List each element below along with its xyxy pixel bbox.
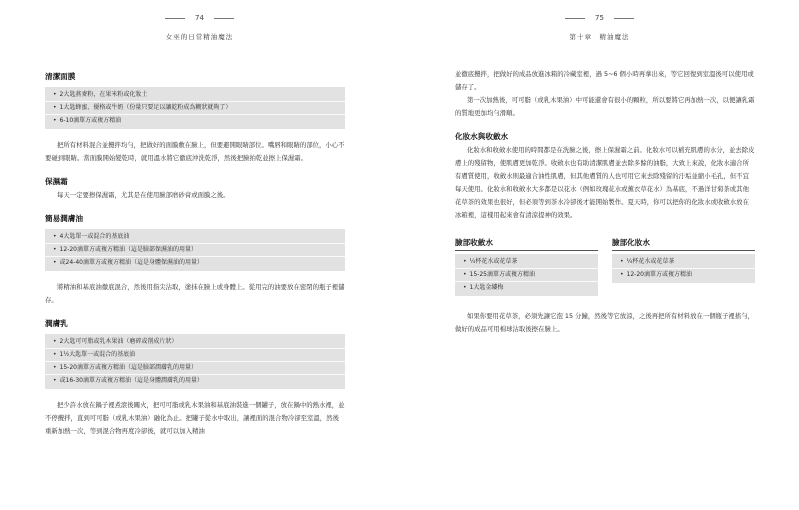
ingredient-item: • 1大匙蜂蜜、優格或牛奶（份量只要足以讓乾粉成為糊狀就夠了） xyxy=(45,102,345,115)
paragraph: 把少許水放在鍋子裡煮滾後關火，把可可脂或乳木果油和基底油裝進一個罐子，放在鍋中的熱水裡，並不停攪拌，直到可可脂（或乳木果油）融化為止。把罐子從水中取出，讓裡面的混合物冷卻至室溫，然後重新加熱一次，等到混合物再度冷卻後，就可以加入精油 xyxy=(45,401,345,435)
paragraph: 並徹底攪拌，把做好的成品放進冰箱的冷藏室裡，過 5~6 個小時再拿出來，等它回復到室溫後可以使用或儲存了。 xyxy=(455,70,754,91)
ingredient-item: • 4大匙單一或混合的基底油 xyxy=(45,231,345,244)
section-heading: 清潔面膜 xyxy=(45,72,76,81)
paragraph: 化妝水和收斂水使用的時間都是在洗臉之後，擦上保濕霜之前。化妝水可以補充肌膚的水分，並去除皮膚上的殘留物，使肌膚更加乾淨。收斂水也有助清潔肌膚並去除多餘的油脂，大致上來說，化妝水適合所有膚質使用，收斂水則最適合油性肌膚，但其他膚質的人也可用它來去除殘留的汙垢並縮小毛孔，但不宜每天使用。化妝水和收斂水大多都是以花水（例如玫瑰花水或薰衣草花水）為基底，不過洋甘菊茶或其他花草茶的效果也很好，但必須等到茶水冷卻後才能開始製作。夏天時，你可以把你的化妝水或收斂水放在冰箱裡，這樣用起來會有清涼提神的效果。 xyxy=(455,146,755,219)
ingredient-item: • 6-10滴單方或複方精油 xyxy=(45,115,345,127)
paragraph: 如果你要用花草茶，必須先讓它泡 15 分鐘，然後等它放涼，之後再把所有材料放在一個瓶子裡搖勻，做好的成品可用棉球沾取後擦在臉上。 xyxy=(455,312,754,333)
ingredient-item: • 或24-40滴單方或複方精油（這是身體保濕油的用量） xyxy=(45,257,345,269)
section-heading: 簡易潤膚油 xyxy=(45,214,83,223)
header-rule xyxy=(214,18,234,19)
section-heading: 化妝水與收斂水 xyxy=(455,132,509,141)
paragraph: 將精油和基底油徹底混合，然後用指尖沾取，塗抹在臉上或身體上。從用完的油要放在密閉的瓶子裡儲存。 xyxy=(45,283,345,304)
header-rule xyxy=(614,18,634,19)
ingredient-item: • 12-20滴單方或複方精油（這是臉部保濕油的用量） xyxy=(45,244,345,257)
ingredient-item: • 2大匙燕麥粉，在果米粉或化妝土 xyxy=(45,89,345,102)
ingredient-item: • ¼杯花水或花草茶 xyxy=(455,256,598,269)
ingredient-box xyxy=(45,229,345,271)
left-page xyxy=(0,0,399,510)
ingredient-item: • 2大匙可可脂或乳木果油（磨碎或削成片狀） xyxy=(45,336,345,349)
right-page xyxy=(400,0,799,510)
ingredient-box xyxy=(612,254,755,283)
ingredient-item: • 12-20滴單方或複方精油 xyxy=(612,269,755,281)
left-running-title: 女巫的日常精油魔法 xyxy=(165,33,234,41)
paragraph: 第一次加熱後，可可脂（或乳木果油）中可能還會有很小的顆粒，所以要將它再加熱一次，以便讓乳霜的質地更加均勻滑順。 xyxy=(455,96,755,117)
right-content xyxy=(455,68,755,336)
astringent-column xyxy=(455,236,598,300)
left-content xyxy=(45,70,345,438)
left-page-number: 74 xyxy=(195,14,204,22)
header-rule xyxy=(565,18,585,19)
header-rule xyxy=(165,18,185,19)
paragraph: 每天一定要擦保濕霜，尤其是在使用臉部磨砂膏或面膜之後。 xyxy=(57,191,230,199)
section-heading: 保濕霜 xyxy=(45,177,68,186)
right-running-title: 第十章 精油魔法 xyxy=(569,33,630,41)
ingredient-item: • 15-25滴單方或複方精油 xyxy=(455,269,598,282)
ingredient-box xyxy=(45,334,345,389)
section-heading: 臉部收斂水 xyxy=(455,236,598,251)
tonic-column xyxy=(612,236,755,300)
right-page-header xyxy=(400,14,799,22)
ingredient-item: • 15-20滴單方或複方精油（這是臉部潤膚乳的用量） xyxy=(45,362,345,375)
ingredient-box xyxy=(455,254,598,296)
left-page-header xyxy=(0,14,399,22)
ingredient-item: • 1大匙金縷梅 xyxy=(455,282,598,294)
ingredient-item: • 1½大匙單一或混合的基底油 xyxy=(45,349,345,362)
recipe-columns xyxy=(455,236,755,300)
ingredient-box xyxy=(45,87,345,129)
section-heading: 臉部化妝水 xyxy=(612,236,755,251)
section-heading: 潤膚乳 xyxy=(45,319,68,328)
paragraph: 把所有材料混合並攪拌均勻，把做好的面膜敷在臉上，但要避開眼睛部位。嘴唇和眼睛的部位，小心不要碰到眼睛。當面膜開始變乾時，就用溫水將它徹底沖洗乾淨，然後把臉拍乾並擦上保濕霜。 xyxy=(45,141,345,162)
right-page-number: 75 xyxy=(595,14,604,22)
ingredient-item: • ¼杯花水或花草茶 xyxy=(612,256,755,269)
ingredient-item: • 或16-30滴單方或複方精油（這是身體潤膚乳的用量） xyxy=(45,375,345,387)
